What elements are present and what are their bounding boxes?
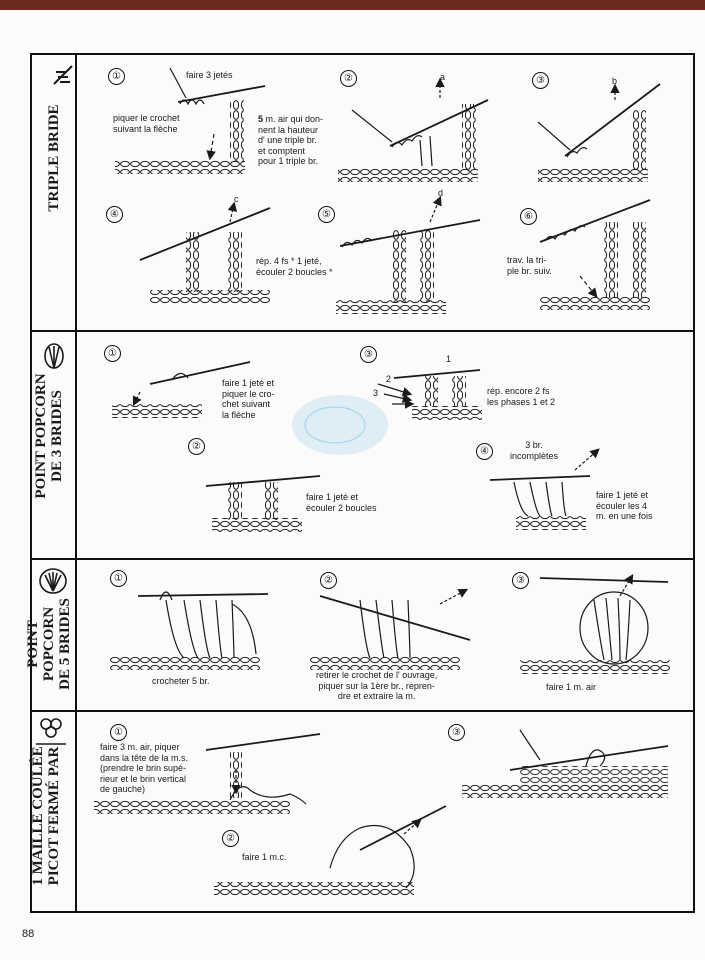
step-number: ① <box>104 345 121 362</box>
caption: faire 1 jeté et piquer le cro- chet suivant la flèche <box>222 378 275 420</box>
caption: faire 3 jetés <box>186 70 233 80</box>
step-number: ④ <box>106 206 123 223</box>
step-number: ③ <box>512 572 529 589</box>
section-title-popcorn-5: POINT POPCORN DE 5 BRIDES <box>25 598 73 690</box>
caption: m. air qui don- nent la hauteur d' une triple br. et comptent pour 1 triple br. <box>258 114 324 166</box>
step-number: ① <box>110 570 127 587</box>
caption: crocheter 5 br. <box>152 676 210 686</box>
caption: piquer le crochet suivant la flèche <box>113 113 180 134</box>
caption-bold: 5 <box>258 114 264 124</box>
step-number: ③ <box>448 724 465 741</box>
triple-bride-symbol-icon <box>54 66 72 84</box>
caption: faire 1 m.c. <box>242 852 287 862</box>
section-title-triple-bride: TRIPLE BRIDE <box>46 104 62 212</box>
step-number: ① <box>110 724 127 741</box>
step-number: ① <box>108 68 125 85</box>
caption: 3 br. incomplètes <box>510 440 559 461</box>
caption: faire 1 m. air <box>546 682 597 692</box>
caption: rép. 4 fs * 1 jeté, écouler 2 boucles * <box>256 256 333 277</box>
caption: rép. encore 2 fs les phases 1 et 2 <box>487 386 556 407</box>
diagram-number: 3 <box>373 388 379 398</box>
step-number: ③ <box>360 346 377 363</box>
arrow-label: c <box>234 194 239 204</box>
step-number: ③ <box>532 72 549 89</box>
caption: faire 3 m. air, piquer dans la tête de la m.s. (prendre le brin supé- rieur et le brin vertical de gauche) <box>100 742 189 794</box>
popcorn-5-symbol-icon <box>40 569 66 593</box>
step-number: ④ <box>476 443 493 460</box>
arrow-label: d <box>438 188 444 198</box>
arrow-label: b <box>612 76 618 86</box>
step-number: ② <box>320 572 337 589</box>
section-title-picot: 1 MAILLE COULÉE PICOT FERMÉ PAR <box>30 746 62 886</box>
caption: faire 1 jeté et écouler 2 boucles <box>306 492 377 513</box>
caption: faire 1 jeté et écouler les 4 m. en une fois <box>596 490 653 521</box>
step-number: ⑥ <box>520 208 537 225</box>
step-number: ⑤ <box>318 206 335 223</box>
step-number: ② <box>188 438 205 455</box>
step-number: ② <box>222 830 239 847</box>
caption: retirer le crochet de l' ouvrage, piquer sur la 1ère br., repren- dre et extraire la m. <box>316 670 438 701</box>
picot-symbol-icon <box>36 719 66 744</box>
section-title-popcorn-3: POINT POPCORN DE 3 BRIDES <box>33 373 65 499</box>
diagram-number: 1 <box>446 354 452 364</box>
arrow-label: a <box>440 72 446 82</box>
popcorn-3-symbol-icon <box>45 344 63 368</box>
step-number: ② <box>340 70 357 87</box>
caption: trav. la tri- ple br. suiv. <box>507 255 552 276</box>
stain <box>292 395 388 455</box>
page-number: 88 <box>22 928 35 940</box>
diagram-number: 2 <box>386 374 392 384</box>
